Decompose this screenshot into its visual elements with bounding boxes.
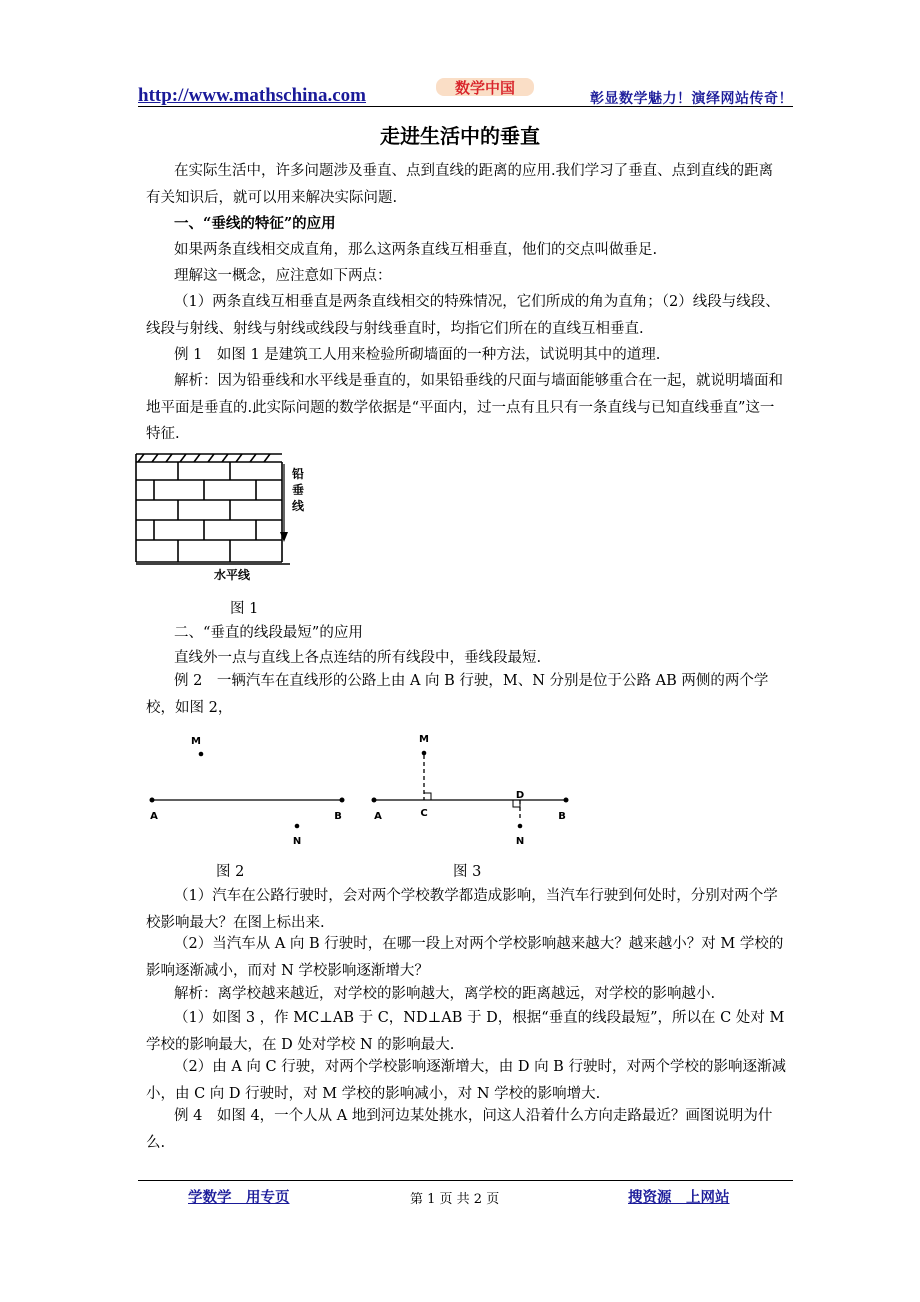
point-b-label: B bbox=[334, 811, 342, 822]
figure-2-road bbox=[142, 730, 356, 852]
footer-right-link[interactable]: 搜资源 上网站 bbox=[628, 1189, 730, 1206]
shortest-segment-paragraph: 直线外一点与直线上各点连结的所有线段中，垂线段最短. bbox=[174, 650, 542, 666]
footer-left-link[interactable]: 学数学 用专页 bbox=[188, 1189, 290, 1206]
page-header bbox=[138, 76, 793, 110]
point-b bbox=[564, 798, 569, 803]
road-diagram-3 bbox=[362, 730, 584, 852]
point-n-label: N bbox=[292, 836, 302, 847]
road-diagram-2 bbox=[142, 730, 356, 852]
point-d-label: D bbox=[515, 790, 525, 801]
section-heading-1: 一、“垂线的特征”的应用 bbox=[174, 215, 336, 232]
site-url-link[interactable]: http://www.mathschina.com bbox=[138, 85, 367, 106]
right-angle-d bbox=[513, 800, 520, 807]
point-m-label: M bbox=[191, 736, 201, 747]
example-2-paragraph: 例 2 一辆汽车在直线形的公路上由 A 向 B 行驶，M、N 分别是位于公路 AB 两侧的两个学校，如图 2， bbox=[146, 673, 769, 716]
point-b-label: B bbox=[558, 811, 566, 822]
plumb-label-char-3: 线 bbox=[292, 499, 305, 513]
question-2-paragraph: （2）当汽车从 A 向 B 行驶时，在哪一段上对两个学校影响越来越大？越来越小？对 M 学校的影响逐渐减小，而对 N 学校影响逐渐增大？ bbox=[146, 936, 784, 979]
example-4-paragraph: 例 4 如图 4，一个人从 A 地到河边某处挑水，问这人沿着什么方向走路最近？画图说明为什么. bbox=[146, 1108, 773, 1151]
point-a-label: A bbox=[374, 811, 382, 822]
point-a bbox=[150, 798, 155, 803]
site-slogan: 彰显数学魅力！演绎网站传奇！ bbox=[590, 91, 793, 107]
plumb-label-char-1: 铅 bbox=[292, 467, 305, 481]
right-angle-c bbox=[424, 793, 431, 800]
logo-text: 数学中国 bbox=[454, 79, 516, 97]
note-points-paragraph: （1）两条直线互相垂直是两条直线相交的特殊情况，它们所成的角为直角；（2）线段与线段、线段与射线、射线与射线或线段与射线垂直时，均指它们所在的直线互相垂直. bbox=[146, 294, 780, 337]
example-1-paragraph: 例 1 如图 1 是建筑工人用来检验所砌墙面的一种方法，试说明其中的道理. bbox=[174, 347, 661, 363]
question-1-paragraph: （1）汽车在公路行驶时，会对两个学校教学都造成影响，当汽车行驶到何处时，分别对两个学校影响最大？在图上标出来. bbox=[146, 888, 778, 931]
site-logo bbox=[436, 76, 536, 98]
plumb-line-label bbox=[292, 466, 308, 513]
section-heading-2: 二、“垂直的线段最短”的应用 bbox=[174, 625, 363, 641]
figure-1-wall bbox=[134, 448, 314, 584]
page-title: 走进生活中的垂直 bbox=[380, 124, 540, 148]
level-line-label: 水平线 bbox=[213, 568, 251, 582]
intro-paragraph: 在实际生活中，许多问题涉及垂直、点到直线的距离的应用.我们学习了垂直、点到直线的距离有关知识后，就可以用来解决实际问题. bbox=[146, 163, 774, 206]
point-b bbox=[340, 798, 345, 803]
point-a bbox=[372, 798, 377, 803]
point-n bbox=[518, 824, 523, 829]
point-m bbox=[422, 751, 427, 756]
plumb-label-char-2: 垂 bbox=[292, 483, 305, 497]
note-intro-paragraph: 理解这一概念，应注意如下两点： bbox=[174, 268, 392, 284]
point-m-label: M bbox=[419, 734, 429, 745]
solution-1-paragraph: （1）如图 3 ，作 MC⊥AB 于 C，ND⊥AB 于 D，根据“垂直的线段最短”，所以在 C 处对 M 学校的影响最大，在 D 处对学校 N 的影响最大. bbox=[146, 1010, 785, 1053]
point-n-label: N bbox=[515, 836, 525, 847]
header-divider bbox=[138, 106, 793, 107]
definition-paragraph: 如果两条直线相交成直角，那么这两条直线互相垂直，他们的交点叫做垂足. bbox=[174, 242, 658, 258]
point-a-label: A bbox=[150, 811, 158, 822]
figure-3-road bbox=[362, 730, 584, 852]
page-number: 第 1 页 共 2 页 bbox=[410, 1192, 500, 1207]
solution-intro-paragraph: 解析：离学校越来越近，对学校的影响越大，离学校的距离越远，对学校的影响越小. bbox=[174, 986, 716, 1002]
example-1-solution: 解析：因为铅垂线和水平线是垂直的，如果铅垂线的尺面与墙面能够重合在一起，就说明墙面和地平面是垂直的.此实际问题的数学依据是“平面内，过一点有且只有一条直线与已知直线垂直”这一特征. bbox=[146, 373, 783, 442]
point-c-label: C bbox=[420, 808, 428, 819]
wall-diagram bbox=[134, 448, 314, 584]
solution-2-paragraph: （2）由 A 向 C 行驶，对两个学校影响逐渐增大，由 D 向 B 行驶时，对两个学校的影响逐渐减小，由 C 向 D 行驶时，对 M 学校的影响减小，对 N 学校的影响增大. bbox=[146, 1059, 786, 1102]
point-m bbox=[199, 752, 204, 757]
figure-3-caption: 图 3 bbox=[453, 864, 482, 880]
logo-graphic bbox=[436, 76, 536, 98]
footer-divider bbox=[138, 1180, 793, 1181]
figure-2-caption: 图 2 bbox=[216, 864, 245, 880]
point-n bbox=[295, 824, 300, 829]
figure-1-caption: 图 1 bbox=[230, 601, 259, 617]
